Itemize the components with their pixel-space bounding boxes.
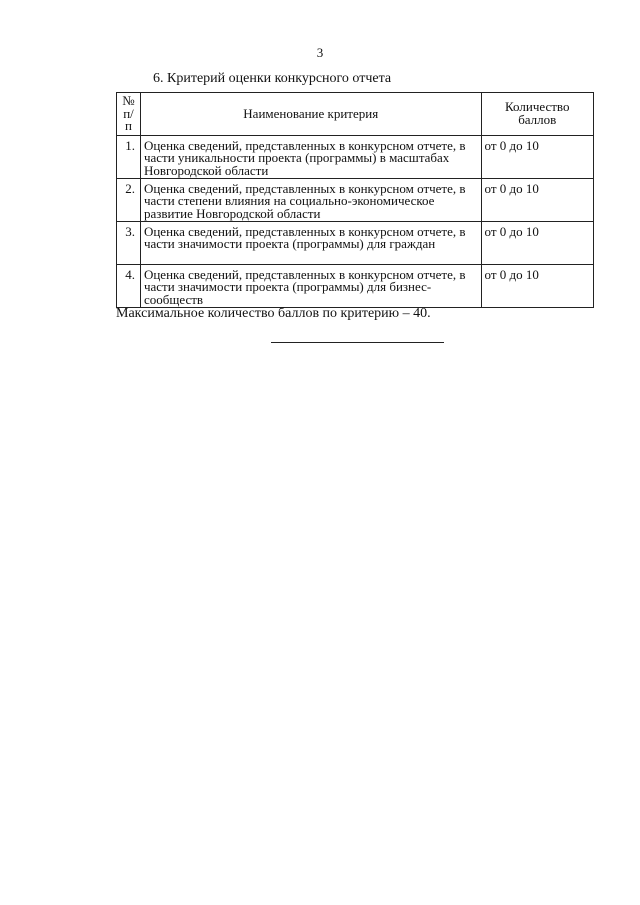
table-row [117,178,594,221]
row-num: 3. [117,221,141,264]
criteria-table [116,92,594,308]
row-criterion-name: Оценка сведений, представленных в конкурсном отчете, в части уникальности проекта (программы) в масштабах Новгородской области [140,135,481,178]
header-score-line-1: Количество [505,99,570,115]
row-criterion-name: Оценка сведений, представленных в конкурсном отчете, в части степени влияния на социально-экономическое развитие Новгородской области [140,178,481,221]
row-score-range: от 0 до 10 [481,135,593,178]
end-divider [271,342,444,343]
row-score-range: от 0 до 10 [481,178,593,221]
table-header-row [117,93,594,136]
row-score-range: от 0 до 10 [481,221,593,264]
header-num-line-2: п/п [123,105,134,133]
header-num [117,93,141,136]
table-row [117,135,594,178]
row-num: 4. [117,264,141,307]
header-score [481,93,593,136]
row-criterion-name: Оценка сведений, представленных в конкурсном отчете, в части значимости проекта (программы) для граждан [140,221,481,264]
table-row [117,264,594,307]
page-number: 3 [316,45,324,60]
row-num: 1. [117,135,141,178]
header-score-line-2: баллов [518,111,557,127]
row-criterion-name: Оценка сведений, представленных в конкурсном отчете, в части значимости проекта (программы) для бизнес-сообществ [140,264,481,307]
row-num: 2. [117,178,141,221]
header-name: Наименование критерия [140,93,481,136]
max-points-note: Максимальное количество баллов по критерию – 40. [116,306,431,321]
header-num-line-1: № [122,93,135,108]
row-score-range: от 0 до 10 [481,264,593,307]
table-row [117,221,594,264]
section-title: 6. Критерий оценки конкурсного отчета [153,71,392,86]
